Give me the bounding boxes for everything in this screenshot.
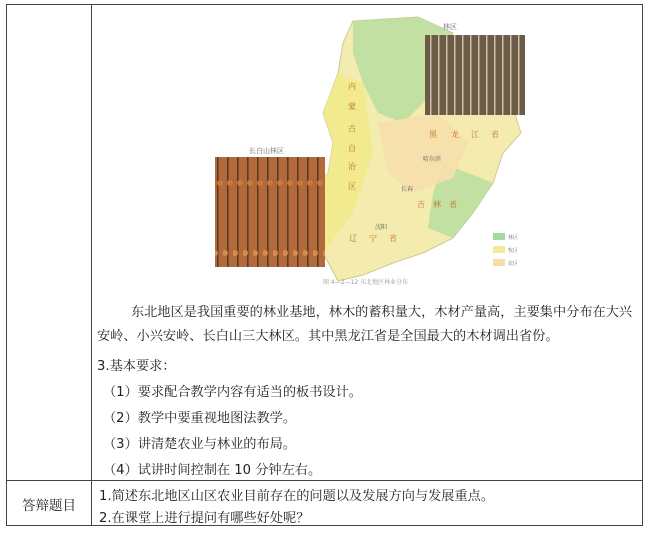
svg-text:江: 江	[471, 130, 479, 139]
svg-text:辽: 辽	[349, 234, 357, 243]
svg-text:古: 古	[348, 124, 356, 133]
svg-text:治: 治	[348, 162, 356, 171]
requirement-item: （4）试讲时间控制在 10 分钟左右。	[103, 463, 322, 478]
photo-top-label: 林区	[443, 23, 457, 31]
svg-text:农区: 农区	[508, 261, 519, 267]
defense-question: 1.简述东北地区山区农业目前存在的问题以及发展方向与发展重点。	[99, 489, 495, 504]
forestry-map-figure	[203, 13, 543, 285]
defense-label: 答辩题目	[22, 497, 76, 514]
city-shenyang: 沈阳	[375, 224, 388, 231]
requirement-item: （3）讲清楚农业与林业的布局。	[103, 437, 297, 452]
svg-text:省: 省	[449, 200, 457, 209]
svg-text:区: 区	[348, 182, 356, 191]
svg-text:省: 省	[389, 234, 397, 243]
map-legend	[493, 233, 518, 267]
city-changchun: 长春	[401, 186, 414, 193]
city-harbin: 哈尔滨	[423, 156, 442, 163]
requirement-item: （2）教学中要重视地图法教学。	[103, 411, 297, 426]
svg-text:宁: 宁	[369, 234, 377, 243]
svg-text:吉: 吉	[417, 200, 425, 209]
requirement-item: （1）要求配合教学内容有适当的板书设计。	[103, 385, 362, 400]
svg-text:黑: 黑	[429, 130, 437, 139]
defense-question: 2.在课堂上进行提问有哪些好处呢？	[99, 511, 310, 526]
svg-text:牧区: 牧区	[508, 248, 519, 254]
row-divider	[7, 480, 642, 481]
svg-text:林区: 林区	[508, 235, 519, 241]
svg-text:省: 省	[491, 130, 499, 139]
svg-text:内: 内	[348, 82, 356, 91]
svg-text:自: 自	[348, 144, 356, 153]
column-divider	[91, 5, 92, 525]
svg-text:林: 林	[433, 200, 441, 209]
photo-left-label: 长白山林区	[249, 147, 284, 155]
section-title: 3.基本要求：	[97, 359, 176, 374]
svg-text:蒙: 蒙	[348, 102, 356, 111]
figure-caption: 图 4—2—12 东北地区林业分布	[323, 279, 409, 285]
content-table	[6, 4, 643, 526]
forestry-paragraph: 东北地区是我国重要的林业基地，林木的蓄积量大，木材产量高，主要集中分布在大兴安岭、小兴安岭、长白山三大林区。其中黑龙江省是全国最大的木材调出省份。	[97, 305, 633, 344]
svg-text:龙: 龙	[451, 130, 459, 139]
